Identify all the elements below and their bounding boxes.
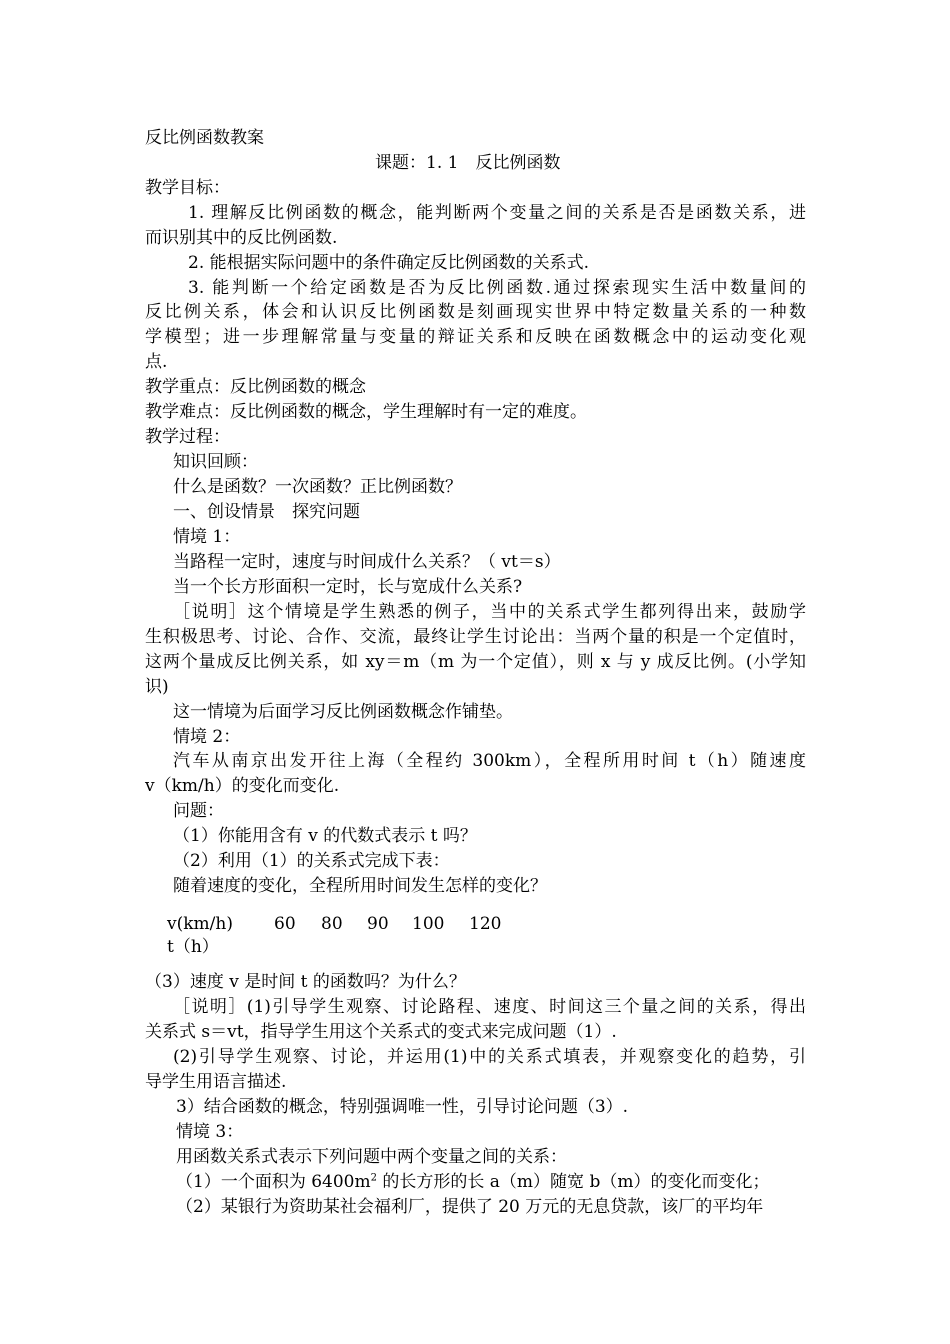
scenario-3-heading: 情境 3： [176, 1122, 244, 1142]
review-heading: 知识回顾： [173, 452, 258, 472]
objective-3-line4: 点. [145, 352, 168, 372]
table-cell: 100 [412, 914, 445, 934]
objective-1-line1: 1. 理解反比例函数的概念，能判断两个变量之间的关系是否是函数关系，进 [188, 203, 806, 223]
objective-3-line2: 反比例关系，体会和认识反比例函数是刻画现实世界中特定数量关系的一种数 [145, 302, 806, 322]
table-cell: 60 [274, 914, 296, 934]
objective-3-line3: 学模型；进一步理解常量与变量的辩证关系和反映在函数概念中的运动变化观 [145, 327, 806, 347]
table-cell: 80 [321, 914, 343, 934]
scenario-2-q3: （3）速度 v 是时间 t 的函数吗？为什么？ [145, 972, 466, 992]
scenario-3-q1-part-b: 的长方形的长 a（m）随宽 b（m）的变化而变化； [376, 1172, 770, 1192]
scenario-2-note1-line1: ［说明］(1)引导学生观察、讨论路程、速度、时间这三个量之间的关系，得出 [173, 997, 806, 1017]
scenario-3-q2: （2）某银行为资助某社会福利厂，提供了 20 万元的无息贷款，该厂的平均年 [176, 1197, 764, 1217]
scenario-2-problem: 问题： [173, 801, 224, 821]
scenario-2-q1: （1）你能用含有 v 的代数式表示 t 吗？ [173, 826, 477, 846]
scenario-2-q2: （2）利用（1）的关系式完成下表： [173, 851, 450, 871]
scenario-2-q2b: 随着速度的变化，全程所用时间发生怎样的变化？ [173, 876, 547, 896]
objectives-heading: 教学目标： [145, 178, 230, 198]
scenario-2-note2-line2: 导学生用语言描述. [145, 1072, 287, 1092]
scenario-2-heading: 情境 2： [173, 727, 241, 747]
review-question: 什么是函数？一次函数？正比例函数？ [173, 477, 462, 497]
scenario-1-q2: 当一个长方形面积一定时，长与宽成什么关系? [173, 577, 523, 597]
scenario-3-q1 [176, 1170, 769, 1195]
doc-title: 反比例函数教案 [145, 128, 264, 148]
scenario-2-line2: v（km/h）的变化而变化. [145, 776, 340, 796]
lesson-title: 课题：1. 1 反比例函数 [375, 153, 561, 173]
scenario-1-note-line1: ［说明］这个情境是学生熟悉的例子，当中的关系式学生都列得出来，鼓励学 [173, 602, 806, 622]
objective-1-line2: 而识别其中的反比例函数. [145, 228, 338, 248]
scenario-1-note-line2: 生积极思考、讨论、合作、交流，最终让学生讨论出：当两个量的积是一个定值时， [145, 627, 806, 647]
difficulty: 教学难点：反比例函数的概念，学生理解时有一定的难度。 [145, 402, 587, 422]
scenario-1-q1: 当路程一定时，速度与时间成什么关系？（ vt＝s） [173, 552, 561, 572]
scenario-1-heading: 情境 1： [173, 527, 241, 547]
scenario-3-intro: 用函数关系式表示下列问题中两个变量之间的关系： [176, 1147, 567, 1167]
scenario-2-note2-line1: (2)引导学生观察、讨论，并运用(1)中的关系式填表，并观察变化的趋势，引 [173, 1047, 806, 1067]
scenario-2-line1: 汽车从南京出发开往上海（全程约 300km），全程所用时间 t（h）随速度 [173, 751, 806, 771]
scenario-1-note-line5: 这一情境为后面学习反比例函数概念作铺垫。 [173, 702, 513, 722]
superscript-2: 2 [370, 1172, 377, 1184]
table-cell: 90 [367, 914, 389, 934]
table-row-label-v: v(km/h) [167, 914, 233, 934]
process-heading: 教学过程： [145, 427, 230, 447]
objective-3-line1: 3. 能判断一个给定函数是否为反比例函数.通过探索现实生活中数量间的 [188, 278, 806, 298]
objective-2: 2. 能根据实际问题中的条件确定反比例函数的关系式. [188, 253, 590, 273]
table-row-label-t: t（h） [167, 937, 219, 957]
scenario-2-note3: 3）结合函数的概念，特别强调唯一性，引导讨论问题（3）. [176, 1097, 629, 1117]
scenario-1-note-line4: 识) [145, 677, 169, 697]
scenario-3-q1-part-a: （1）一个面积为 6400m [176, 1172, 371, 1192]
key-point: 教学重点：反比例函数的概念 [145, 377, 366, 397]
scenario-1-note-line3: 这两个量成反比例关系，如 xy＝m（m 为一个定值），则 x 与 y 成反比例。(小学知 [145, 652, 806, 672]
table-cell: 120 [469, 914, 502, 934]
section-1-title: 一、创设情景 探究问题 [173, 502, 360, 522]
scenario-2-note1-line2: 关系式 s＝vt，指导学生用这个关系式的变式来完成问题（1）. [145, 1022, 617, 1042]
